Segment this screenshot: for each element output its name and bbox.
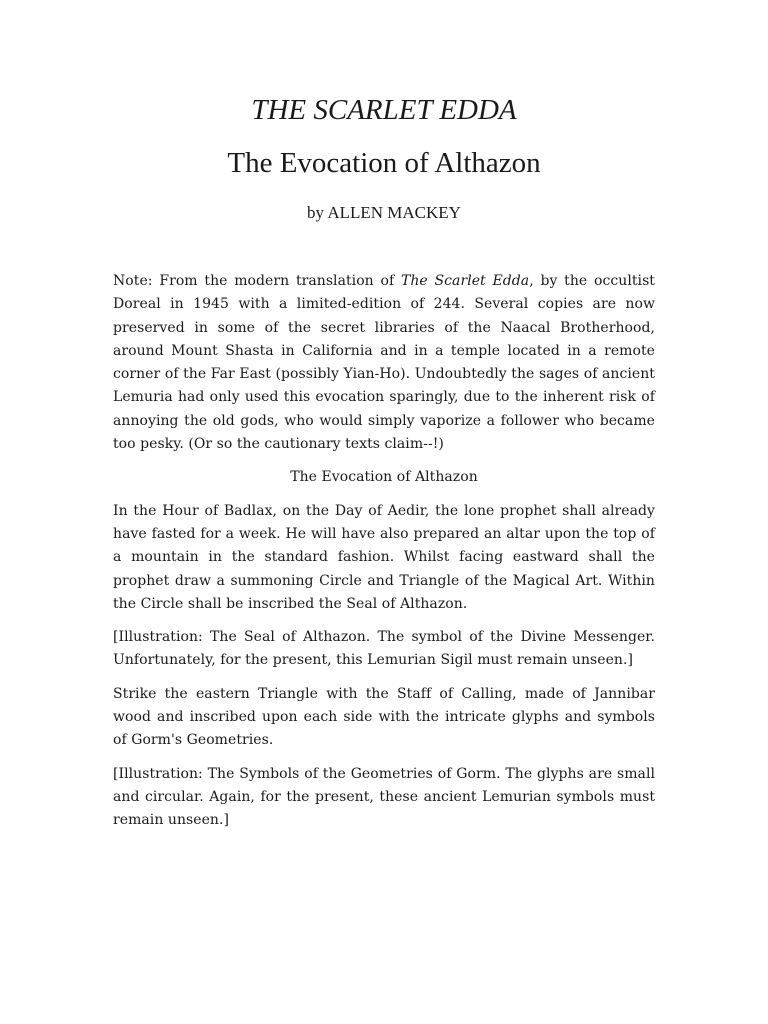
body-paragraph: Strike the eastern Triangle with the Staff of Calling, made of Jannibar wood and inscribed upon each side with the intricate glyphs and symbols of Gorm's Geometries. [113, 685, 655, 749]
illustration-note: [Illustration: The Seal of Althazon. The symbol of the Divine Messenger. Unfortunately, for the present, this Lemurian Sigil must remain unseen.] [113, 629, 655, 669]
note-prefix: Note: From the modern translation of [113, 273, 401, 289]
note-book-title: The Scarlet Edda [400, 273, 530, 289]
author-byline: by ALLEN MACKEY [307, 203, 461, 222]
section-heading: The Evocation of Althazon [290, 469, 478, 486]
document-subtitle: The Evocation of Althazon [227, 147, 541, 179]
body-paragraph: In the Hour of Badlax, on the Day of Aedir, the lone prophet shall already have fasted for a week. He will have also prepared an altar upon the top of a mountain in the standard fashion. Whilst facing eastward shall the prophet draw a summoning Circle and Triangle of the Magical Art. Within the Circle shall be inscribed the Seal of Althazon. [113, 502, 655, 612]
document-title: THE SCARLET EDDA [251, 94, 517, 126]
illustration-note: [Illustration: The Symbols of the Geometries of Gorm. The glyphs are small and circular. Again, for the present, these ancient Lemurian symbols must remain unseen.] [113, 765, 655, 829]
note-rest: , by the occultist Doreal in 1945 with a limited-edition of 244. Several copies are now preserved in some of the secret libraries of the Naacal Brotherhood, around Mount Shasta in California and in a temple located in a remote corner of the Far East (possibly Yian-Ho). Undoubtedly the sages of ancient Lemuria had only used this evocation sparingly, due to the inherent risk of annoying the old gods, who would simply vaporize a follower who became too pesky. (Or so the cautionary texts claim--!) [113, 273, 655, 453]
document-body [113, 270, 655, 843]
note-paragraph [113, 270, 655, 456]
